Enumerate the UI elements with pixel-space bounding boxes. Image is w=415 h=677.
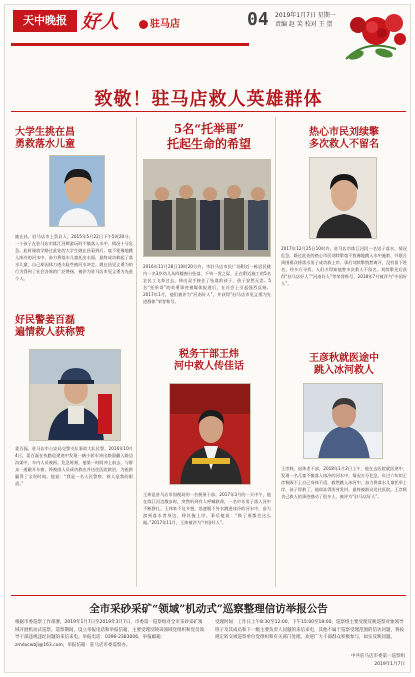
article-farmers-title xyxy=(147,122,271,151)
notice-sign-date: 2019年1月7日 xyxy=(374,662,405,667)
paper-name: 天中晚报 xyxy=(13,10,77,32)
notice-signature: 中共驻马店市委第一巡察组 xyxy=(351,654,405,659)
page-number: 04 xyxy=(247,9,269,30)
citizen-photo xyxy=(309,157,377,239)
notice-column-left: 根据市委巡察工作部署，2019年1月7日至2019年3月7日，市委第一巡察组对全市采砂采矿领域开展机动式巡察。巡察期间，设立举报电话和举报信箱，主要受理反映该领域党组织和党员领导干部违规违纪问题的来信来电。举报电话：0396-2383006，举报邮箱：zmdxcwbjl@163.com，举报信箱：驻马店市委巡察办。 xyxy=(15,620,204,648)
date-info xyxy=(275,11,336,29)
column-name: 好人 xyxy=(81,11,120,33)
article-citizen-title xyxy=(281,127,407,151)
article-police-title-line2: 遍情救人获称赞 xyxy=(15,327,85,339)
masthead xyxy=(5,5,411,65)
article-ice-title-line1: 王彦秋就医途中 xyxy=(309,353,379,364)
tax-officer-photo xyxy=(169,383,251,485)
masthead-band xyxy=(11,43,249,46)
section-name-text: 驻马店 xyxy=(150,19,180,30)
notice-rule xyxy=(11,595,406,596)
article-ice-title-line2: 跳入冰河救人 xyxy=(314,365,374,377)
college-student-photo xyxy=(49,155,105,227)
notice-column-right: 受理时间：工作日上午8:30至12:00，下午15:00至18:00。巡察组主要受理反映巡察对象领导班子及其成员和下一级主要负责人问题的来信来电，其他不属于巡察受理范围的信访问题，将按规定转交被巡察单位党组织和有关部门处理。欢迎广大干部群众积极参与，如实反映问题。 xyxy=(215,620,404,640)
notice-title: 全市采砂采矿“领域”机动式”巡察整理信访举报公告 xyxy=(89,603,328,615)
police-officer-photo xyxy=(29,349,121,441)
article-college-body: 姚在昌，驻马店市上蔡县人。2015年5月22日下午5时20分，一个孩子在驻马店市练江河畔游玩时不慎落入水中，情况十分危急。此时刚放学路过此处的大学生姚在昌看到后，毫不犹豫地跳入冰冷的河水中，奋力将落水儿童托出水面，最终成功救起了落水儿童，自己却因体力透支险些被河水冲走。姚在昌见义勇为的行为得到了社会各界的广泛赞扬，被评为驻马店市见义勇为先进个人。 xyxy=(15,234,133,281)
article-fireman-title-line1: 税务干部王炜 xyxy=(179,349,239,360)
date-line: 2019年1月7日 星期一 xyxy=(275,12,336,19)
hospital-patient-photo xyxy=(303,383,383,459)
article-fireman-title xyxy=(147,349,271,373)
editor-line: 责编 赵 笑 校对 王 贺 xyxy=(275,21,333,28)
article-farmers-title-line2: 托起生命的希望 xyxy=(166,136,251,151)
column-divider-left xyxy=(136,117,137,587)
article-citizen-body: 2017年12月25日10时许，驻马店市练江河段一名男子落水，情况危急。路过此处的热心市民刘续擎毫不犹豫地跳入水中施救，并联合周围群众将落水男子成功救上岸。事后刘续擎悄然离开，没有留下姓名。经多方寻找，人们才得知他曾多次救人不留名。刘续擎先后获得“驻马店好人”“河南好人”等荣誉称号，2018年7月被评为“中国好人”。 xyxy=(281,246,407,286)
article-fireman-body: 王炜是驻马店市国税局的一名税务干部。2017年3月的一天中午，他在练江河边散步时，突然听到有人呼喊救命，一名中年男子落入河中不断挣扎。王炜来不及多想，迅速脱下外衣跳进冰冷的河水中，奋力游到落水者身边，将其拖上岸。事后他说：“换了谁都会这么做。”2017年11月，王炜被评为“中国好人”。 xyxy=(143,492,271,525)
article-police-title-line1: 好民警姜百磊 xyxy=(15,315,75,326)
article-ice-body: 王彦秋，退休老干部，2018年1月2日上午，他在去医院就医途中，发现一名儿童不慎落入冰冷的河水中，情况万分危急。年过六旬的王彦秋顾不上自己身体不适，毅然跳入冰河中，奋力将落水儿童托举上岸，孩子得救了，他却冻得浑身发抖，最终被群众送往医院。王彦秋舍己救人的事迹感动了很多人，被评为“驻马店好人”。 xyxy=(281,466,407,499)
page-headline: 致敬！驻马店救人英雄群体 xyxy=(94,89,323,110)
newspaper-page xyxy=(4,4,411,673)
dot-icon xyxy=(139,20,148,29)
article-college-title xyxy=(15,127,133,151)
section-name xyxy=(139,15,180,30)
article-citizen-title-line1: 热心市民刘续擎 xyxy=(309,127,379,138)
rescuers-group-photo xyxy=(143,159,271,257)
article-citizen-title-line2: 多次救人不留名 xyxy=(309,139,379,151)
flower-decoration-icon xyxy=(336,9,410,67)
article-farmers-body: 2016年11月28日10时20分许，市驻马店市民广场附近一栋居民楼内一名3岁幼儿从四楼窗台坠落，千钧一发之际，正在附近施工的5名农民工飞奔过去，伸出双手接住了坠落的孩子，孩子安然无恙。5名“托举哥”的英勇事迹被媒体报道后，在社会上引起强烈反响。2017年1月，他们被评为“河南好人”，并获得“驻马店市见义勇为先进群体”荣誉称号。 xyxy=(143,264,271,304)
article-farmers-title-line1: 5名“托举哥” xyxy=(173,122,245,136)
column-divider-right xyxy=(275,117,276,587)
article-ice-title xyxy=(281,353,407,377)
headline-rule xyxy=(11,111,406,112)
article-college-title-line2: 勇救落水儿童 xyxy=(15,139,75,151)
article-police-body: 姜百磊，驻马店市公安局交警支队事故大队民警。2016年10月4日，姜百磊在执勤巡逻途中发现一辆小轿车冲出路面翻入路边沟渠中，车内人员被困。危急时刻，他第一时间冲上前去，与群众一道砸开车窗，将被困人员成功救出并送往医院救治，为抢救赢得了宝贵时间。他说：“我是一名人民警察，救人是我的职责。” xyxy=(15,446,133,486)
article-police-title xyxy=(15,315,133,339)
article-fireman-title-line2: 河中救人传佳话 xyxy=(174,361,244,373)
article-college-title-line1: 大学生挑在昌 xyxy=(15,127,75,138)
